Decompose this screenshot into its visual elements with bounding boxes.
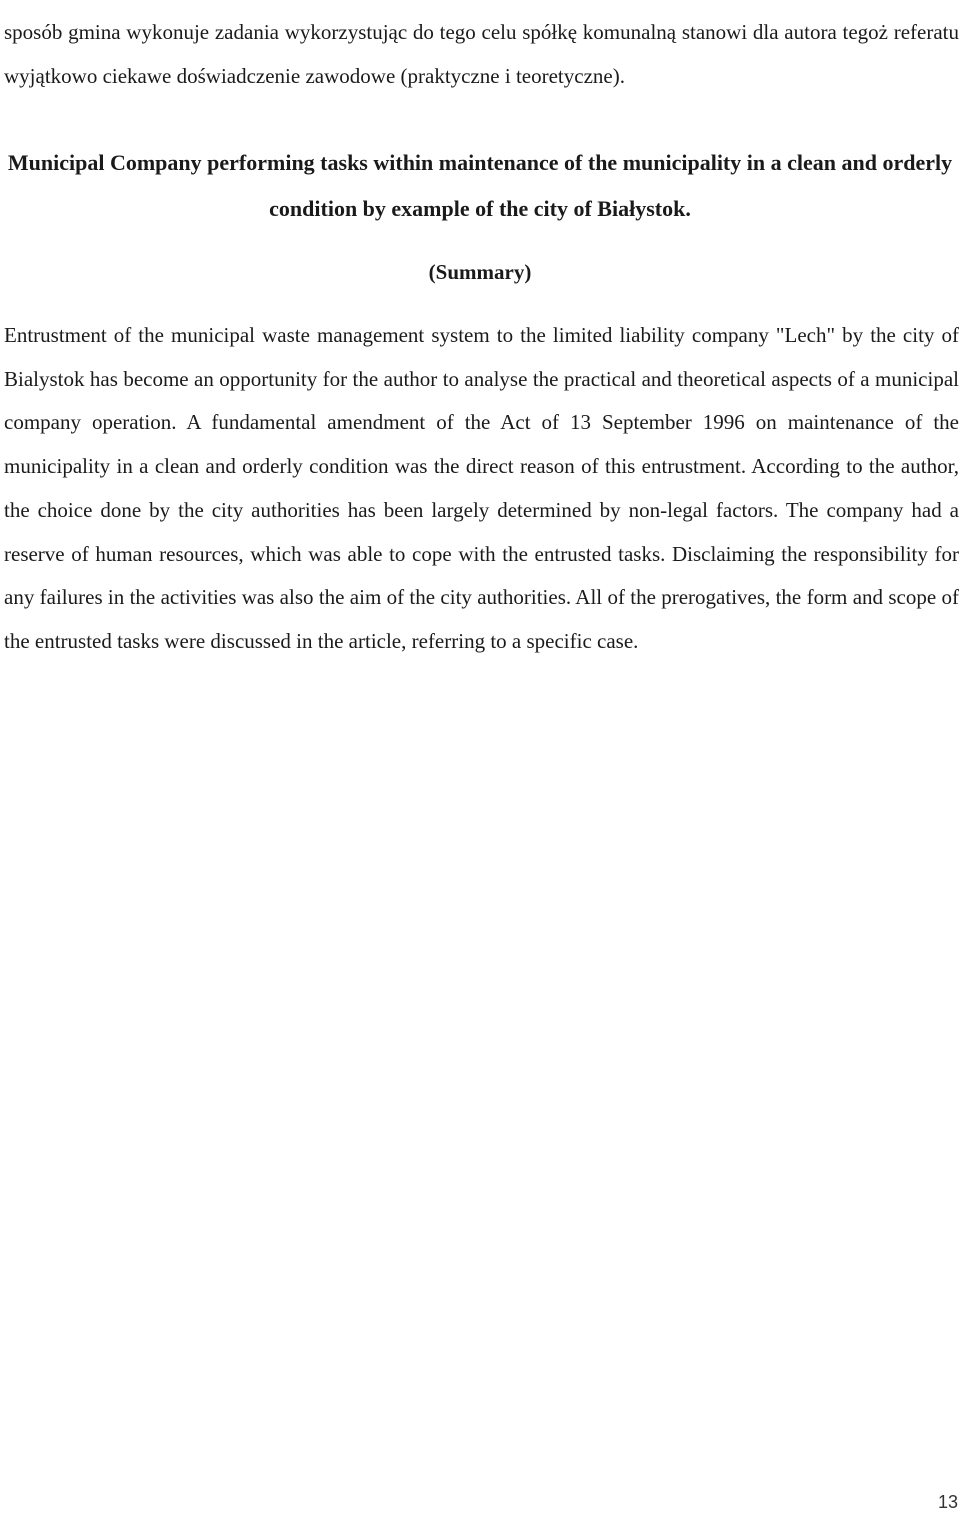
intro-paragraph: sposób gmina wykonuje zadania wykorzystując do tego celu spółkę komunalną stanowi dla autora tegoż referatu wyjątkowo ciekawe doświadczenie zawodowe (praktyczne i teoretyczne).: [4, 20, 959, 88]
page-number: 13: [937, 1492, 958, 1512]
article-title: Municipal Company performing tasks within maintenance of the municipality in a clean and orderly condition by example of the city of Białystok.: [7, 150, 953, 221]
summary-heading: (Summary): [428, 260, 532, 284]
summary-paragraph: Entrustment of the municipal waste management system to the limited liability company "Lech" by the city of Bialystok has become an opportunity for the author to analyse the practical and theoretical aspects of a municipal company operation. A fundamental amendment of the Act of 13 September 1996 on maintenance of the municipality in a clean and orderly condition was the direct reason of this entrustment. According to the author, the choice done by the city authorities has been largely determined by non-legal factors. The company had a reserve of human resources, which was able to cope with the entrusted tasks. Disclaiming the responsibility for any failures in the activities was also the aim of the city authorities. All of the prerogatives, the form and scope of the entrusted tasks were discussed in the article, referring to a specific case.: [4, 323, 959, 653]
